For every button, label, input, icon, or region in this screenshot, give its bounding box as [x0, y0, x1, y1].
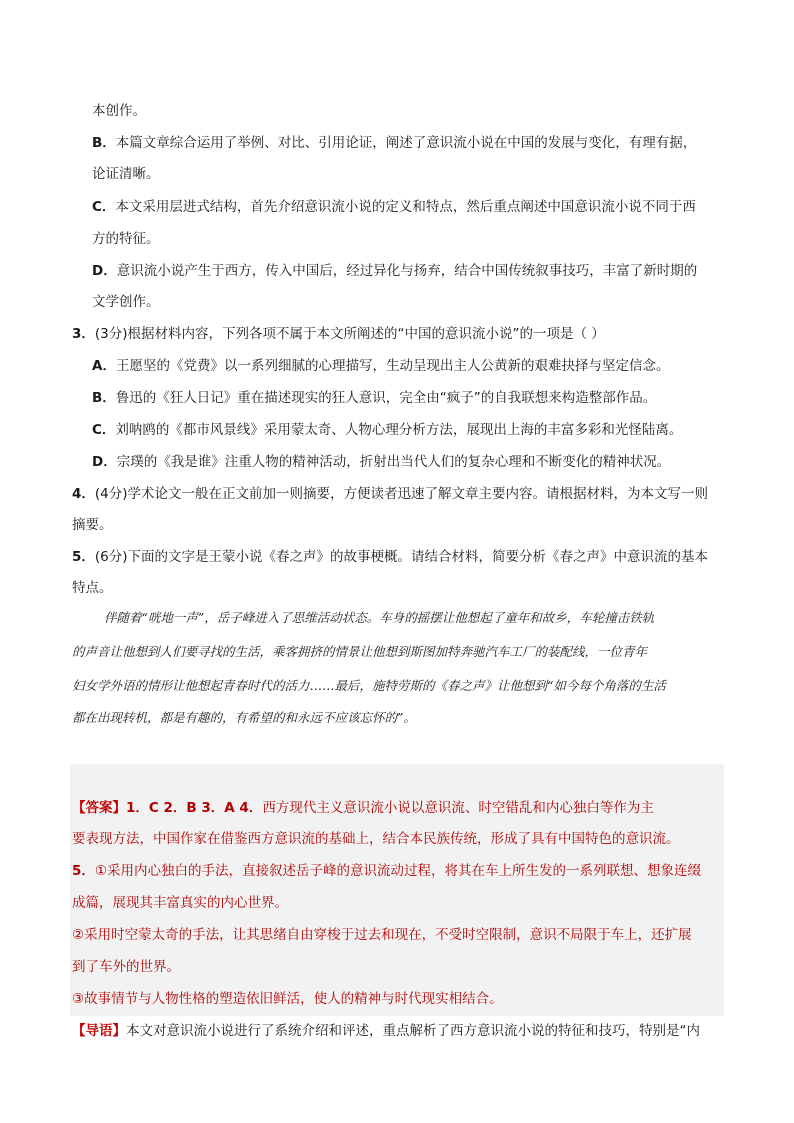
story-line-2: 的声音让他想到人们要寻找的生活，乘客拥挤的情景让他想到斯图加特奔驰汽车工厂的装配线，一位青年	[72, 644, 648, 659]
option-letter: B．	[92, 390, 116, 406]
question-number: 4．	[72, 486, 95, 502]
option-letter: B．	[92, 135, 116, 151]
prev-option-a-tail: 本创作。	[92, 103, 146, 119]
guide-tag: 【导语】	[72, 1023, 126, 1039]
question-4-cont: 摘要。	[72, 517, 113, 533]
question-text: (4分)学术论文一般在正文前加一则摘要，方便读者迅速了解文章主要内容。请根据材料，为本文写一则	[94, 486, 709, 502]
q3-option-d	[92, 452, 670, 472]
question-3-stem	[72, 324, 605, 344]
guide-line	[72, 1021, 700, 1041]
prev-option-d-cont: 文学创作。	[92, 294, 160, 310]
prev-option-d	[92, 261, 697, 281]
answer-tag: 【答案】	[72, 800, 126, 816]
question-number: 5．	[72, 863, 95, 879]
option-text: 王愿坚的《党费》以一系列细腻的心理描写，生动呈现出主人公黄新的艰难抉择与坚定信念。	[115, 358, 670, 374]
question-4-stem	[72, 484, 708, 504]
story-line-3: 妇女学外语的情形让他想起青春时代的活力……最后，施特劳斯的《春之声》让他想到“如今每个角落的生活	[72, 678, 666, 693]
option-text: 本文采用层进式结构，首先介绍意识流小说的定义和特点，然后重点阐述中国意识流小说不同于西	[115, 199, 696, 215]
option-text: 意识流小说产生于西方，传入中国后，经过异化与扬弃，结合中国传统叙事技巧，丰富了新时期的	[116, 263, 698, 279]
answer-text: 西方现代主义意识流小说以意识流、时空错乱和内心独白等作为主	[262, 800, 654, 816]
question-text: (6分)下面的文字是王蒙小说《春之声》的故事梗概。请结合材料，简要分析《春之声》中意识流的基本	[94, 549, 709, 565]
prev-option-c	[92, 197, 696, 217]
question-text: (3分)根据材料内容，下列各项不属于本文所阐述的“中国的意识流小说”的一项是（ ）	[94, 326, 605, 342]
answer-q5-line-1	[72, 861, 701, 881]
question-5-cont: 特点。	[72, 580, 113, 596]
question-number: 3．	[72, 326, 95, 342]
q3-option-b	[92, 388, 656, 408]
answer-q5-line-3: ②采用时空蒙太奇的手法，让其思绪自由穿梭于过去和现在，不受时空限制，意识不局限于车上，还扩展	[72, 927, 692, 943]
q3-option-a	[92, 356, 669, 376]
answer-text: ①采用内心独白的手法，直接叙述岳子峰的意识流动过程，将其在车上所生发的一系列联想、想象连缀	[94, 863, 702, 879]
answer-q5-line-2: 成篇，展现其丰富真实的内心世界。	[72, 895, 288, 911]
option-text: 宗璞的《我是谁》注重人物的精神活动，折射出当代人们的复杂心理和不断变化的精神状况。	[116, 454, 671, 470]
option-letter: C．	[92, 422, 116, 438]
story-line-1: 伴随着“咣地一声”，岳子峰进入了思维活动状态。车身的摇摆让他想起了童年和故乡，车轮撞击铁轨	[104, 610, 655, 625]
prev-option-b	[92, 133, 696, 153]
option-text: 鲁迅的《狂人日记》重在描述现实的狂人意识，完全由“疯子”的自我联想来构造整部作品。	[115, 390, 657, 406]
option-letter: D．	[92, 263, 117, 279]
option-text: 刘呐鸥的《都市风景线》采用蒙太奇、人物心理分析方法，展现出上海的丰富多彩和光怪陆离。	[115, 422, 683, 438]
option-letter: D．	[92, 454, 117, 470]
guide-text: 本文对意识流小说进行了系统介绍和评述，重点解析了西方意识流小说的特征和技巧，特别是“内	[126, 1023, 700, 1039]
question-number: 5．	[72, 549, 95, 565]
option-letter: C．	[92, 199, 116, 215]
question-5-stem	[72, 547, 708, 567]
answer-line-1	[72, 798, 654, 818]
answer-line-2: 要表现方法，中国作家在借鉴西方意识流的基础上，结合本民族传统，形成了具有中国特色的意识流。	[72, 831, 680, 847]
q3-option-c	[92, 420, 682, 440]
answer-q5-line-4: 到了车外的世界。	[72, 959, 180, 975]
prev-option-b-cont: 论证清晰。	[92, 166, 160, 182]
option-letter: A．	[92, 358, 116, 374]
prev-option-c-cont: 方的特征。	[92, 231, 160, 247]
story-line-4: 都在出现转机，都是有趣的，有希望的和永远不应该忘怀的”。	[72, 710, 416, 725]
answer-keys: 1．C 2．B 3．A 4．	[126, 800, 263, 816]
answer-q5-line-5: ③故事情节与人物性格的塑造依旧鲜活，使人的精神与时代现实相结合。	[72, 991, 503, 1007]
option-text: 本篇文章综合运用了举例、对比、引用论证，阐述了意识流小说在中国的发展与变化，有理有据，	[115, 135, 697, 151]
